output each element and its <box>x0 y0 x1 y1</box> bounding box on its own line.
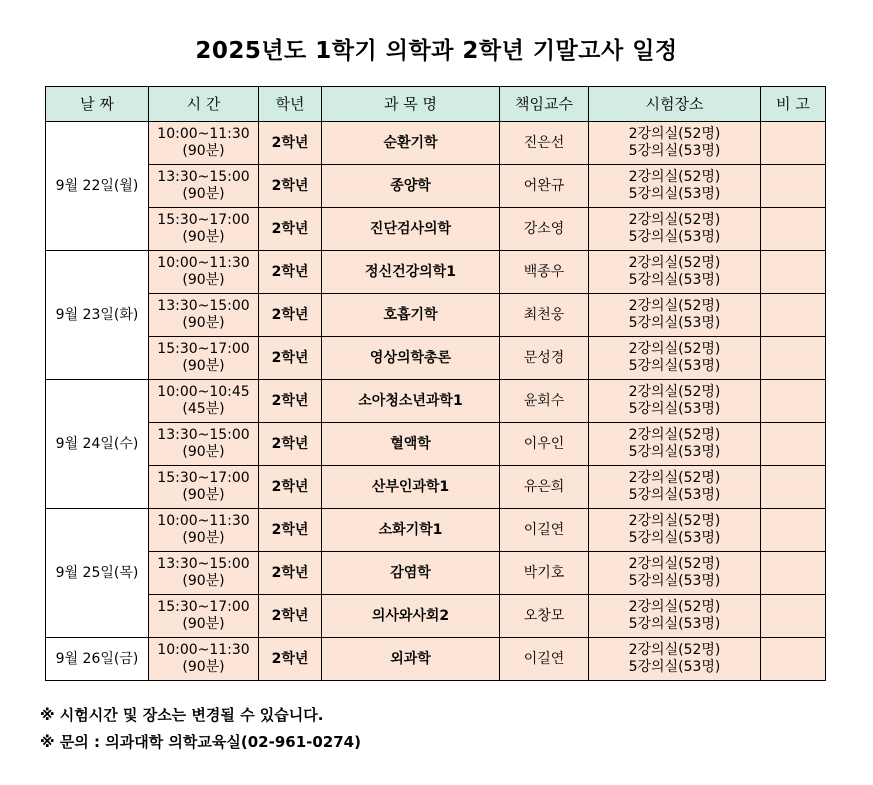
subject-cell: 산부인과학1 <box>322 466 500 509</box>
time-cell <box>149 423 259 466</box>
room-line: 5강의실(53명) <box>628 530 721 546</box>
grade-cell: 2학년 <box>259 466 322 509</box>
date-cell: 9월 26일(금) <box>46 638 149 681</box>
room-cell <box>589 509 761 552</box>
table-row <box>46 294 826 337</box>
room-line: 5강의실(53명) <box>628 659 721 675</box>
exam-schedule-table <box>45 86 826 681</box>
remarks-cell <box>761 552 826 595</box>
header-exam-room: 시험장소 <box>589 87 761 122</box>
table-body <box>46 122 826 681</box>
notes <box>40 702 361 756</box>
professor-cell: 이길연 <box>500 638 589 681</box>
time-duration: (90분) <box>182 186 225 202</box>
date-cell: 9월 25일(목) <box>46 509 149 638</box>
professor-cell: 이길연 <box>500 509 589 552</box>
professor-cell: 진은선 <box>500 122 589 165</box>
table-row <box>46 552 826 595</box>
grade-cell: 2학년 <box>259 208 322 251</box>
time-duration: (90분) <box>182 229 225 245</box>
subject-cell: 영상의학총론 <box>322 337 500 380</box>
professor-cell: 윤회수 <box>500 380 589 423</box>
time-range: 10:00~11:30 <box>157 642 250 658</box>
room-cell <box>589 337 761 380</box>
time-range: 10:00~11:30 <box>157 255 250 271</box>
room-line: 5강의실(53명) <box>628 487 721 503</box>
remarks-cell <box>761 466 826 509</box>
professor-cell: 어완규 <box>500 165 589 208</box>
subject-cell: 정신건강의학1 <box>322 251 500 294</box>
time-duration: (90분) <box>182 487 225 503</box>
room-line: 5강의실(53명) <box>628 143 721 159</box>
grade-cell: 2학년 <box>259 294 322 337</box>
grade-cell: 2학년 <box>259 423 322 466</box>
room-cell <box>589 122 761 165</box>
time-range: 15:30~17:00 <box>157 599 250 615</box>
time-duration: (90분) <box>182 573 225 589</box>
professor-cell: 강소영 <box>500 208 589 251</box>
header-time: 시 간 <box>149 87 259 122</box>
time-cell <box>149 208 259 251</box>
subject-cell: 감염학 <box>322 552 500 595</box>
time-duration: (90분) <box>182 315 225 331</box>
time-cell <box>149 638 259 681</box>
header-grade: 학년 <box>259 87 322 122</box>
room-line: 5강의실(53명) <box>628 186 721 202</box>
room-cell <box>589 380 761 423</box>
room-cell <box>589 466 761 509</box>
grade-cell: 2학년 <box>259 509 322 552</box>
remarks-cell <box>761 509 826 552</box>
table-row <box>46 638 826 681</box>
table-row <box>46 595 826 638</box>
time-duration: (90분) <box>182 530 225 546</box>
table-row <box>46 208 826 251</box>
room-line: 2강의실(52명) <box>628 513 721 529</box>
room-line: 2강의실(52명) <box>628 384 721 400</box>
room-cell <box>589 595 761 638</box>
table-header-row <box>46 87 826 122</box>
room-line: 5강의실(53명) <box>628 272 721 288</box>
subject-cell: 혈액학 <box>322 423 500 466</box>
time-cell <box>149 380 259 423</box>
subject-cell: 소아청소년과학1 <box>322 380 500 423</box>
room-line: 2강의실(52명) <box>628 126 721 142</box>
table-row <box>46 165 826 208</box>
room-cell <box>589 552 761 595</box>
time-cell <box>149 165 259 208</box>
room-line: 2강의실(52명) <box>628 255 721 271</box>
professor-cell: 이우인 <box>500 423 589 466</box>
time-range: 15:30~17:00 <box>157 212 250 228</box>
date-cell: 9월 23일(화) <box>46 251 149 380</box>
room-line: 5강의실(53명) <box>628 315 721 331</box>
subject-cell: 진단검사의학 <box>322 208 500 251</box>
time-duration: (90분) <box>182 444 225 460</box>
grade-cell: 2학년 <box>259 165 322 208</box>
time-duration: (90분) <box>182 272 225 288</box>
remarks-cell <box>761 337 826 380</box>
room-line: 2강의실(52명) <box>628 470 721 486</box>
room-cell <box>589 251 761 294</box>
time-range: 10:00~10:45 <box>157 384 250 400</box>
note-change: ※ 시험시간 및 장소는 변경될 수 있습니다. <box>40 706 324 724</box>
time-range: 15:30~17:00 <box>157 341 250 357</box>
time-range: 13:30~15:00 <box>157 298 250 314</box>
time-range: 15:30~17:00 <box>157 470 250 486</box>
time-duration: (90분) <box>182 616 225 632</box>
grade-cell: 2학년 <box>259 595 322 638</box>
table-row <box>46 122 826 165</box>
time-cell <box>149 552 259 595</box>
table-row <box>46 337 826 380</box>
room-line: 5강의실(53명) <box>628 616 721 632</box>
grade-cell: 2학년 <box>259 552 322 595</box>
remarks-cell <box>761 423 826 466</box>
remarks-cell <box>761 165 826 208</box>
room-cell <box>589 638 761 681</box>
date-cell: 9월 24일(수) <box>46 380 149 509</box>
time-cell <box>149 595 259 638</box>
time-cell <box>149 251 259 294</box>
subject-cell: 호흡기학 <box>322 294 500 337</box>
remarks-cell <box>761 380 826 423</box>
time-cell <box>149 509 259 552</box>
table-row <box>46 466 826 509</box>
room-line: 5강의실(53명) <box>628 358 721 374</box>
table-row <box>46 251 826 294</box>
professor-cell: 오창모 <box>500 595 589 638</box>
table-row <box>46 509 826 552</box>
grade-cell: 2학년 <box>259 337 322 380</box>
room-line: 5강의실(53명) <box>628 401 721 417</box>
table-row <box>46 423 826 466</box>
time-range: 13:30~15:00 <box>157 556 250 572</box>
remarks-cell <box>761 294 826 337</box>
header-subject: 과 목 명 <box>322 87 500 122</box>
time-range: 10:00~11:30 <box>157 126 250 142</box>
subject-cell: 소화기학1 <box>322 509 500 552</box>
room-cell <box>589 208 761 251</box>
remarks-cell <box>761 638 826 681</box>
room-line: 2강의실(52명) <box>628 341 721 357</box>
room-line: 5강의실(53명) <box>628 573 721 589</box>
time-duration: (45분) <box>182 401 225 417</box>
room-line: 2강의실(52명) <box>628 599 721 615</box>
subject-cell: 외과학 <box>322 638 500 681</box>
time-cell <box>149 294 259 337</box>
room-cell <box>589 294 761 337</box>
professor-cell: 유은희 <box>500 466 589 509</box>
room-line: 2강의실(52명) <box>628 642 721 658</box>
note-contact: ※ 문의 : 의과대학 의학교육실(02-961-0274) <box>40 733 361 751</box>
room-cell <box>589 423 761 466</box>
room-line: 5강의실(53명) <box>628 444 721 460</box>
header-remarks: 비 고 <box>761 87 826 122</box>
grade-cell: 2학년 <box>259 638 322 681</box>
professor-cell: 최천웅 <box>500 294 589 337</box>
room-line: 2강의실(52명) <box>628 298 721 314</box>
room-line: 2강의실(52명) <box>628 169 721 185</box>
room-line: 2강의실(52명) <box>628 556 721 572</box>
professor-cell: 박기호 <box>500 552 589 595</box>
subject-cell: 종양학 <box>322 165 500 208</box>
professor-cell: 문성경 <box>500 337 589 380</box>
time-duration: (90분) <box>182 143 225 159</box>
remarks-cell <box>761 251 826 294</box>
subject-cell: 순환기학 <box>322 122 500 165</box>
header-professor: 책임교수 <box>500 87 589 122</box>
table-row <box>46 380 826 423</box>
time-cell <box>149 466 259 509</box>
room-cell <box>589 165 761 208</box>
grade-cell: 2학년 <box>259 122 322 165</box>
page-title: 2025년도 1학기 의학과 2학년 기말고사 일정 <box>195 38 678 64</box>
subject-cell: 의사와사회2 <box>322 595 500 638</box>
remarks-cell <box>761 208 826 251</box>
time-range: 10:00~11:30 <box>157 513 250 529</box>
room-line: 2강의실(52명) <box>628 212 721 228</box>
remarks-cell <box>761 595 826 638</box>
time-duration: (90분) <box>182 358 225 374</box>
time-cell <box>149 337 259 380</box>
grade-cell: 2학년 <box>259 380 322 423</box>
professor-cell: 백종우 <box>500 251 589 294</box>
time-cell <box>149 122 259 165</box>
room-line: 5강의실(53명) <box>628 229 721 245</box>
date-cell: 9월 22일(월) <box>46 122 149 251</box>
time-range: 13:30~15:00 <box>157 427 250 443</box>
room-line: 2강의실(52명) <box>628 427 721 443</box>
grade-cell: 2학년 <box>259 251 322 294</box>
time-range: 13:30~15:00 <box>157 169 250 185</box>
time-duration: (90분) <box>182 659 225 675</box>
remarks-cell <box>761 122 826 165</box>
header-date: 날 짜 <box>46 87 149 122</box>
